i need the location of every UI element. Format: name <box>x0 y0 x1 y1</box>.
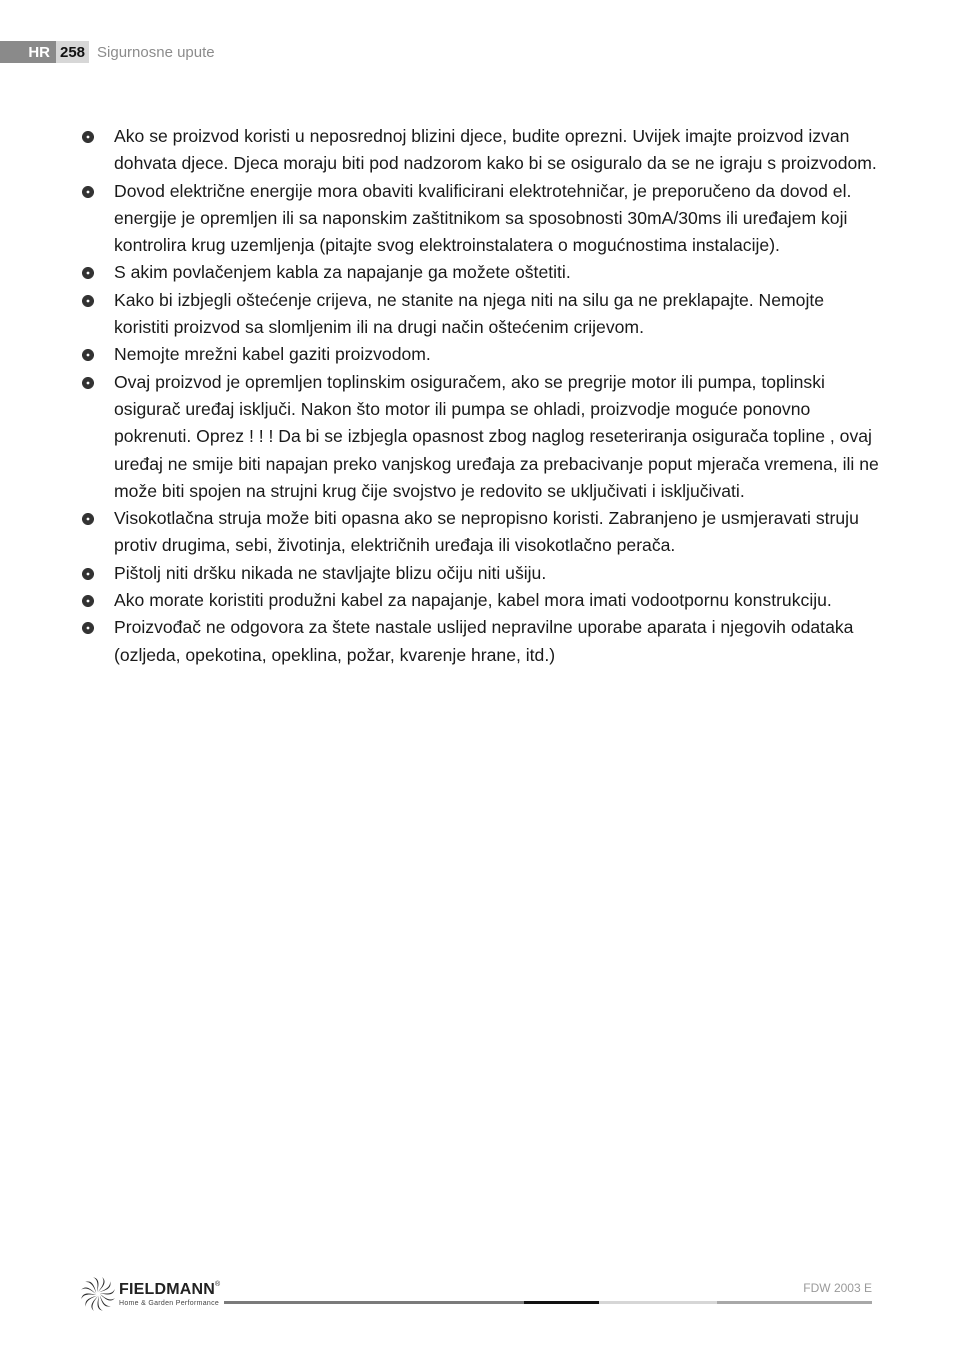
list-item-text: Ako se proizvod koristi u neposrednoj blizini djece, budite oprezni. Uvijek imajte proizvod izvan dohvata djece. Djeca moraju biti pod nadzorom kako bi se osiguralo da se ne igraju s proizvodom. <box>114 126 877 174</box>
gear-bullet-icon <box>82 595 94 607</box>
page-number: 258 <box>56 41 89 63</box>
list-item <box>80 178 880 260</box>
list-item-text: Kako bi izbjegli oštećenje crijeva, ne stanite na njega niti na silu ga ne preklapajte. Nemojte koristiti proizvod sa slomljenim ili na drugi način oštećenim crijevom. <box>114 289 825 338</box>
list-item <box>80 369 880 505</box>
brand-name: FIELDMANN <box>119 1280 216 1298</box>
list-item <box>80 505 880 560</box>
gear-bullet-icon <box>82 186 94 198</box>
list-item-text: Pištolj niti dršku nikada ne stavljajte blizu očiju niti ušiju. <box>114 562 547 583</box>
brand-logo <box>80 1276 220 1312</box>
list-item-text: Ako morate koristiti produžni kabel za napajanje, kabel mora imati vodootpornu konstrukciju. <box>114 590 832 611</box>
list-item-text: Proizvođač ne odgovora za štete nastale uslijed nepravilne uporabe aparata i njegovih odataka (ozljeda, opekotina, opeklina, požar, kvarenje hrane, itd.) <box>114 617 854 665</box>
footer-rule-mid-grey <box>717 1301 872 1304</box>
language-tab: HR <box>0 41 56 63</box>
gear-bullet-icon <box>82 349 94 361</box>
footer-rule-dark-grey <box>224 1301 524 1304</box>
list-item-text: Dovod električne energije mora obaviti kvalificirani elektrotehničar, je preporučeno da dovod el. energije je opremljen ili sa naponskim zaštitnikom sa sposobnosti 30mA/30ms ili uređajem koji kontrolira krug uzemljenja (pitajte svog elektroinstalatera o mogućnostima instalacije). <box>114 180 852 256</box>
brand-tagline: Home & Garden Performance <box>119 1299 220 1307</box>
fieldmann-fan-logo-icon <box>80 1276 116 1312</box>
list-item-text: S akim povlačenjem kabla za napajanje ga možete oštetiti. <box>114 262 571 283</box>
list-item <box>80 259 880 286</box>
gear-bullet-icon <box>82 295 94 307</box>
footer-rule-black <box>524 1301 599 1304</box>
model-number: FDW 2003 E <box>803 1281 872 1295</box>
footer-rule-light-grey <box>599 1301 717 1304</box>
gear-bullet-icon <box>82 377 94 389</box>
list-item <box>80 123 880 178</box>
list-item-text: Nemojte mrežni kabel gaziti proizvodom. <box>114 344 431 365</box>
section-title: Sigurnosne upute <box>97 43 215 61</box>
trademark-symbol: ® <box>215 1280 221 1288</box>
gear-bullet-icon <box>82 131 94 143</box>
list-item-text: Ovaj proizvod je opremljen toplinskim osiguračem, ako se pregrije motor ili pumpa, toplinski osigurač uređaj isključi. Nakon što motor ili pumpa se ohladi, proizvodje moguće ponovno pokrenuti. Oprez ! ! ! Da bi se izbjegla opasnost zbog naglog reseteriranja osigurača topline , ovaj uređaj ne smije biti napajan preko vanjskog uređaja za prebacivanje poput mjerača vremena, ili ne može biti spojen na strujni krug čije svojstvo je redovito se uključivati i isključivati. <box>114 371 879 501</box>
gear-bullet-icon <box>82 568 94 580</box>
gear-bullet-icon <box>82 267 94 279</box>
list-item <box>80 587 880 614</box>
list-item <box>80 614 880 669</box>
page-header <box>0 41 215 63</box>
list-item <box>80 560 880 587</box>
list-item <box>80 287 880 342</box>
gear-bullet-icon <box>82 513 94 525</box>
list-item-text: Visokotlačna struja može biti opasna ako se nepropisno koristi. Zabranjeno je usmjeravati struju protiv drugima, sebi, životinja, električnih uređaja ili visokotlačno perača. <box>114 508 859 556</box>
list-item <box>80 341 880 368</box>
safety-instructions-list <box>80 123 880 669</box>
gear-bullet-icon <box>82 622 94 634</box>
